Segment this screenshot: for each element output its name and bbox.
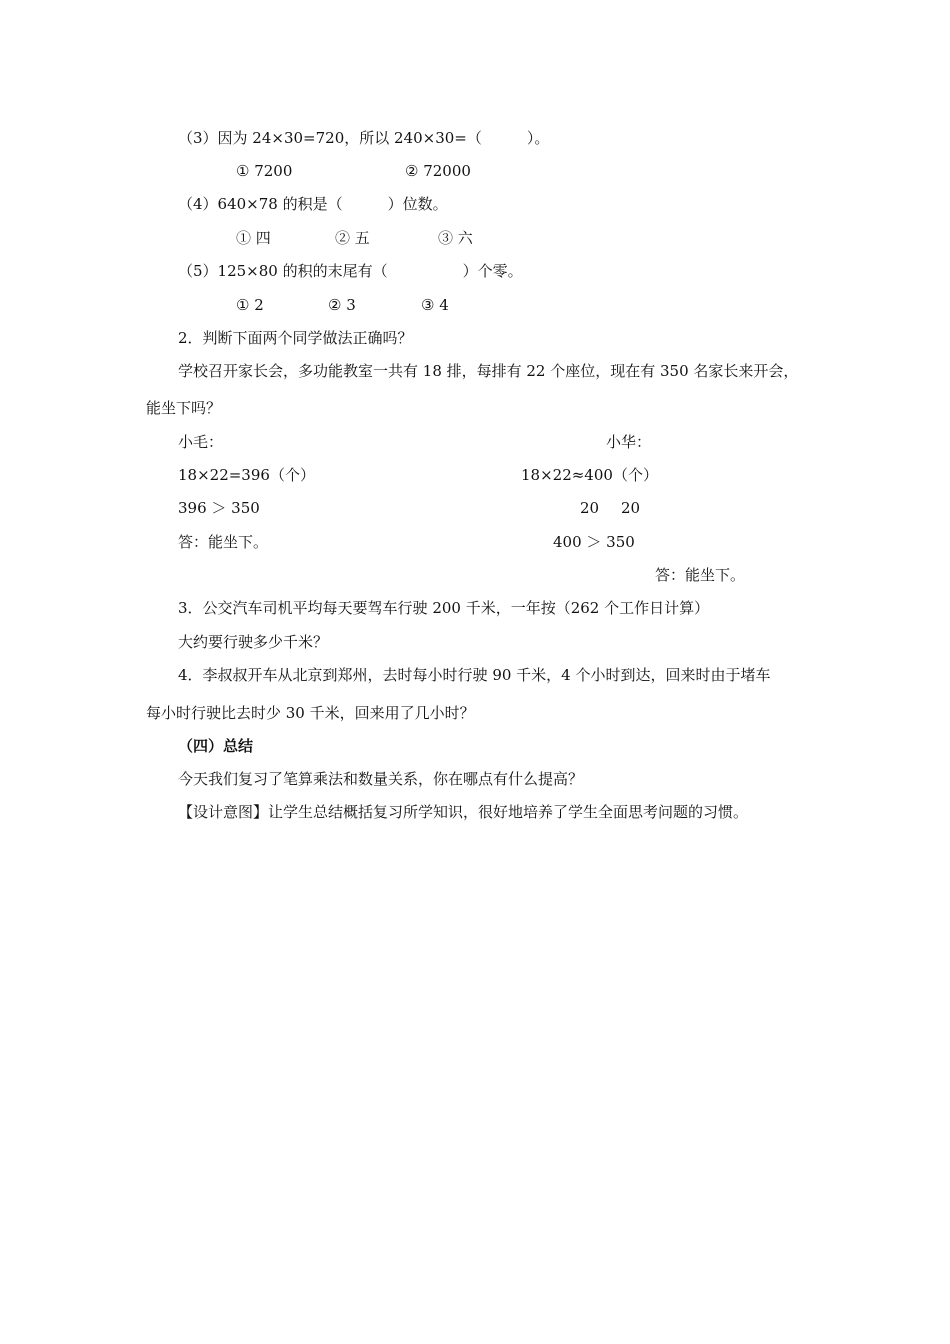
xiaomao-answer: 答：能坐下。 bbox=[178, 533, 269, 551]
q2-title: 2．判断下面两个同学做法正确吗？ bbox=[178, 329, 413, 347]
q4-line-2: 每小时行驶比去时少 30 千米，回来用了几小时？ bbox=[146, 704, 475, 722]
xiaohua-approx-b: 20 bbox=[621, 499, 641, 517]
q4-line-1: 4．李叔叔开车从北京到郑州，去时每小时行驶 90 千米，4 个小时到达，回来时由于堵车 bbox=[178, 666, 771, 684]
design-intent: 【设计意图】让学生总结概括复习所学知识，很好地培养了学生全面思考问题的习惯。 bbox=[178, 803, 749, 821]
q1-item3-option-1: ① 7200 bbox=[236, 162, 293, 180]
xiaohua-step-1: 18×22≈400（个） bbox=[521, 466, 658, 484]
q1-item4: （4）640×78 的积是（ ）位数。 bbox=[178, 195, 448, 213]
q1-item5-option-2: ② 3 bbox=[328, 296, 356, 314]
xiaohua-label: 小华： bbox=[606, 433, 652, 451]
q1-item5-option-1: ① 2 bbox=[236, 296, 264, 314]
q1-item4-option-2: ② 五 bbox=[335, 229, 370, 247]
xiaomao-step-2: 396 ＞ 350 bbox=[178, 499, 260, 517]
xiaohua-step-2: 400 ＞ 350 bbox=[553, 533, 635, 551]
q1-item3-option-2: ② 72000 bbox=[405, 162, 471, 180]
xiaomao-label: 小毛： bbox=[178, 433, 224, 451]
xiaohua-answer: 答：能坐下。 bbox=[655, 566, 746, 584]
q1-item4-option-1: ① 四 bbox=[236, 229, 271, 247]
q1-item5: （5）125×80 的积的末尾有（ ）个零。 bbox=[178, 262, 523, 280]
q2-problem-line-1: 学校召开家长会，多功能教室一共有 18 排，每排有 22 个座位，现在有 350 名家长来开会， bbox=[178, 362, 799, 380]
summary-text: 今天我们复习了笔算乘法和数量关系，你在哪点有什么提高？ bbox=[178, 770, 584, 788]
q1-item5-option-3: ③ 4 bbox=[421, 296, 449, 314]
xiaohua-approx-a: 20 bbox=[580, 499, 600, 517]
xiaomao-step-1: 18×22=396（个） bbox=[178, 466, 315, 484]
q1-item4-option-3: ③ 六 bbox=[438, 229, 473, 247]
q3-line-1: 3．公交汽车司机平均每天要驾车行驶 200 千米，一年按（262 个工作日计算） bbox=[178, 599, 710, 617]
q3-line-2: 大约要行驶多少千米？ bbox=[178, 633, 329, 651]
q1-item3: （3）因为 24×30=720，所以 240×30=（ ）。 bbox=[178, 129, 550, 147]
q2-problem-line-2: 能坐下吗？ bbox=[146, 399, 222, 417]
summary-heading: （四）总结 bbox=[178, 737, 254, 755]
